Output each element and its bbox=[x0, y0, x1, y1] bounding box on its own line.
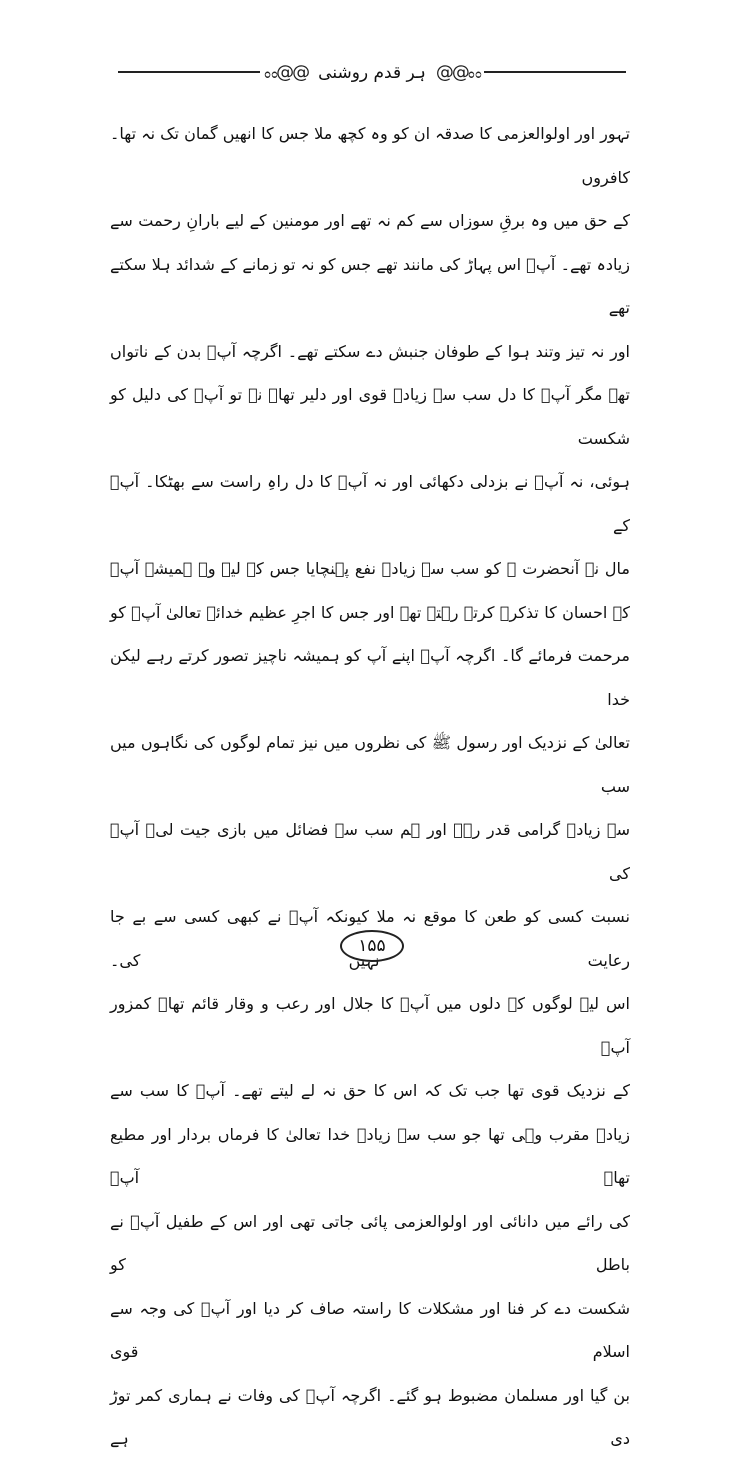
text-line: تہور اور اولوالعزمی کا صدقہ ان کو وہ کچھ ملا جس کا انھیں گمان تک نہ تھا۔ کافروں bbox=[110, 124, 630, 187]
text-line: تعالیٰ کے نزدیک اور رسول ﷺ کی نظروں میں نیز تمام لوگوں کی نگاہوں میں سب bbox=[110, 733, 630, 796]
text-line: اور نہ تیز وتند ہوا کے طوفان جنبش دے سکتے تھے۔ اگرچہ آپؓ بدن کے ناتواں bbox=[110, 341, 630, 361]
text-line: کی رائے میں دانائی اور اولوالعزمی پائی جاتی تھی اور اس کے طفیل آپؓ نے باطل کو bbox=[110, 1211, 630, 1274]
page-number: ۱۵۵ bbox=[340, 930, 404, 962]
text-line: مال نے آنحضرت ﷺ کو سب سے زیادہ نفع پہنچایا جس کے لیے وہ ہمیشہ آپؓ bbox=[110, 559, 630, 578]
header-rule-left bbox=[118, 71, 260, 73]
book-title: ہر قدم روشنی bbox=[318, 62, 426, 83]
text-line: زیادہ تھے۔ آپؓ اس پہاڑ کی مانند تھے جس کو نہ تو زمانے کے شدائد ہلا سکتے تھے bbox=[110, 254, 630, 317]
ornament-right-icon: @@ೲ bbox=[435, 61, 480, 83]
text-line: ہوئی، نہ آپؓ نے بزدلی دکھائی اور نہ آپؓ کا دل راہِ راست سے بھٹکا۔ آپؓ کے bbox=[110, 472, 630, 535]
text-line: شکست دے کر فنا اور مشکلات کا راستہ صاف کر دیا اور آپؓ کی وجہ سے اسلام قوی bbox=[110, 1298, 630, 1361]
header-rule-right bbox=[484, 71, 626, 73]
text-line: تھے مگر آپؓ کا دل سب سے زیادہ قوی اور دلیر تھا۔ نہ تو آپؓ کی دلیل کو شکست bbox=[110, 385, 630, 448]
running-header bbox=[118, 52, 626, 92]
text-line: زیادہ مقرب وہی تھا جو سب سے زیادہ خدا تعالیٰ کا فرماں بردار اور مطیع تھا۔ آپؓ bbox=[110, 1124, 630, 1187]
ornament-left-icon: ೲ@@ bbox=[264, 61, 309, 83]
text-line: سے زیادہ گرامی قدر رہے اور ہم سب سے فضائل میں بازی جیت لی۔ آپؓ کی bbox=[110, 820, 630, 883]
page-body bbox=[110, 112, 630, 1461]
text-line: کے احسان کا تذکرہ کرتے رہتے تھے اور جس کا اجرِ عظیم خدائے تعالیٰ آپؓ کو bbox=[110, 602, 630, 622]
text-line: بن گیا اور مسلمان مضبوط ہو گئے۔ اگرچہ آپؓ کی وفات نے ہماری کمر توڑ دی ہے bbox=[110, 1385, 630, 1448]
text-line: مرحمت فرمائے گا۔ اگرچہ آپؓ اپنے آپ کو ہمیشہ ناچیز تصور کرتے رہے لیکن خدا bbox=[110, 646, 630, 709]
text-line: اس لیے لوگوں کے دلوں میں آپؓ کا جلال اور رعب و وقار قائم تھا۔ کمزور آپؓ bbox=[110, 994, 630, 1057]
text-line: نسبت کسی کو طعن کا موقع نہ ملا کیونکہ آپؓ نے کبھی کسی سے بے جا رعایت نہیں کی۔ bbox=[110, 907, 630, 970]
text-line: کے نزدیک قوی تھا جب تک کہ اس کا حق نہ لے لیتے تھے۔ آپؓ کا سب سے bbox=[110, 1081, 630, 1100]
text-line: کے حق میں وہ برقِ سوزاں سے کم نہ تھے اور مومنین کے لیے بارانِ رحمت سے bbox=[110, 211, 630, 230]
